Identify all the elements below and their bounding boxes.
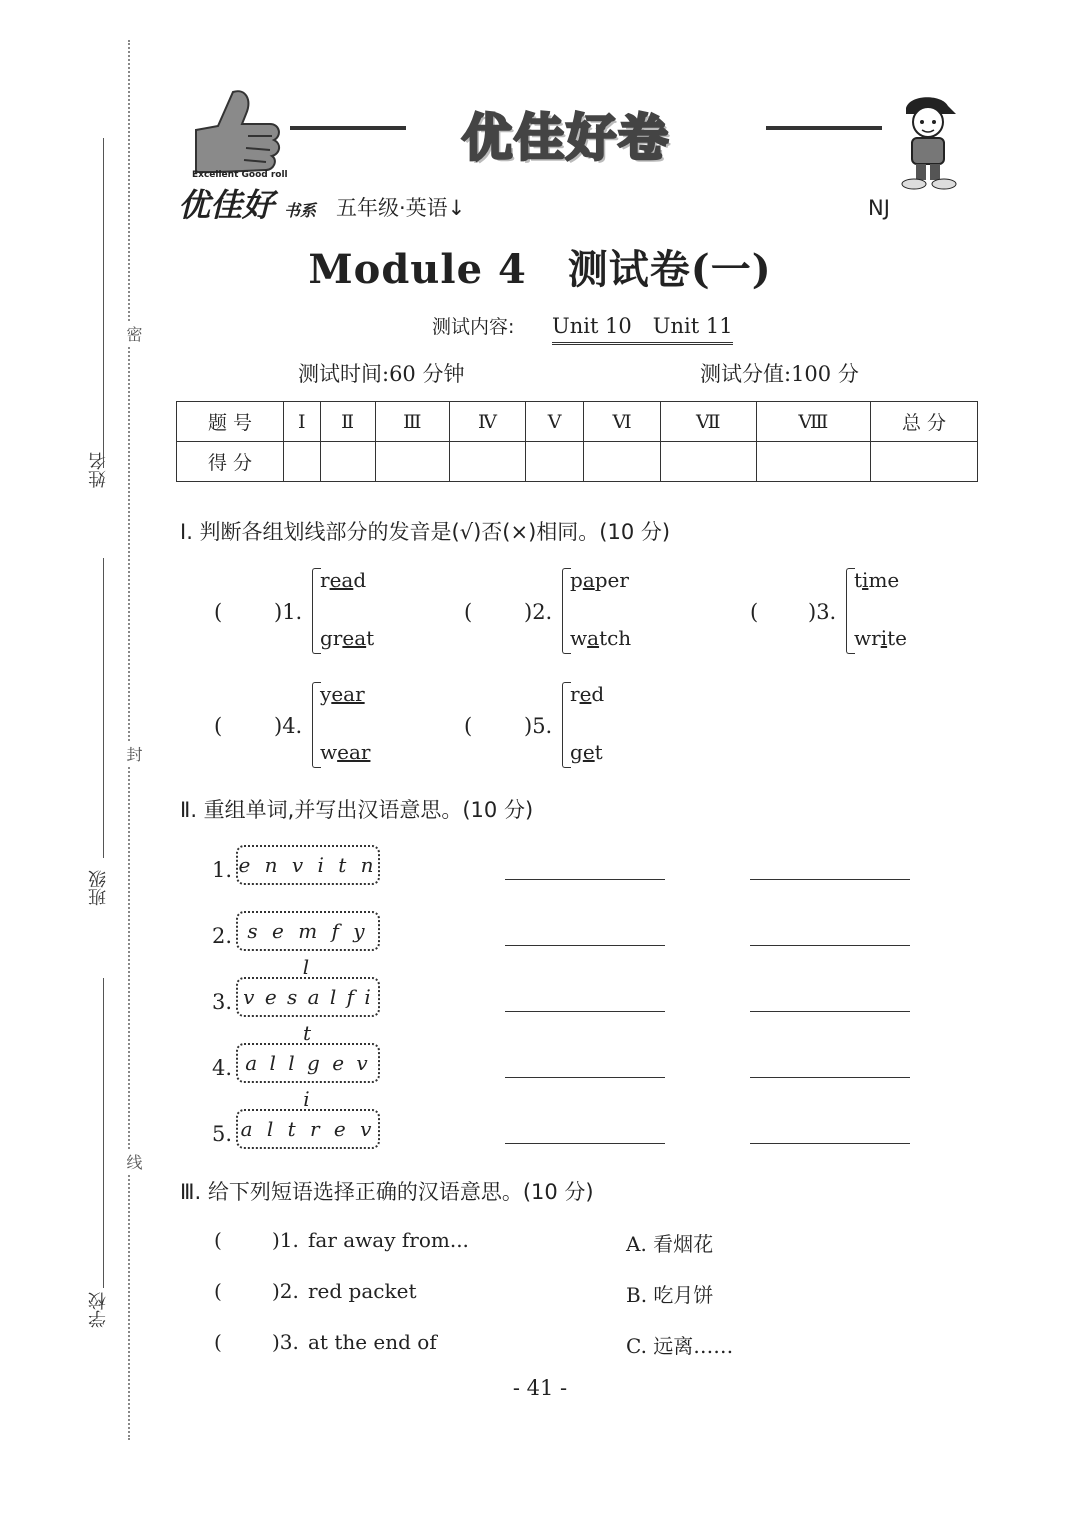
paren-open: (: [464, 714, 473, 738]
score-table-score-row: [177, 442, 978, 482]
option-text: B. 吃月饼: [626, 1283, 714, 1307]
option-text: A. 看烟花: [626, 1232, 714, 1256]
content-label: 测试内容:: [432, 316, 515, 338]
answer-word-line[interactable]: [505, 945, 665, 946]
grade-subject: 五年级·英语↓: [336, 196, 466, 220]
score-cell[interactable]: [284, 442, 321, 482]
paren-open: (: [214, 1330, 222, 1354]
class-label: 班级: [88, 870, 109, 906]
word-bottom: great: [320, 626, 375, 650]
score-value-label: 测试分值:100 分: [700, 362, 859, 386]
header-section-4: Ⅳ: [449, 402, 525, 442]
phrase-text: at the end of: [308, 1330, 437, 1354]
scrambled-letters: a l t r e v: [236, 1109, 380, 1149]
logo-series: 书系: [284, 201, 317, 220]
header-section-6: Ⅵ: [584, 402, 661, 442]
section-2-title: Ⅱ. 重组单词,并写出汉语意思。(10 分): [180, 798, 534, 822]
scrambled-letters: v e s a l f i t: [236, 977, 380, 1017]
word-top: paper: [570, 568, 629, 592]
score-table: [176, 401, 978, 482]
thumbs-up-logo-icon: [188, 86, 288, 178]
item-number: 1.: [212, 858, 233, 882]
score-cell[interactable]: [756, 442, 870, 482]
score-cell[interactable]: [320, 442, 375, 482]
answer-word-line[interactable]: [505, 1143, 665, 1144]
score-cell[interactable]: [584, 442, 661, 482]
answer-meaning-line[interactable]: [750, 879, 910, 880]
section-1-title: Ⅰ. 判断各组划线部分的发音是(√)否(×)相同。(10 分): [180, 520, 671, 544]
word-top: time: [854, 568, 900, 592]
item-number: )2.: [524, 600, 553, 624]
page-title: Module 4 测试卷(一): [308, 246, 772, 293]
name-write-line: [103, 138, 104, 468]
school-label: 学校: [88, 1292, 109, 1328]
logo-tagline: Excellent Good roll: [192, 170, 288, 180]
answer-meaning-line[interactable]: [750, 1077, 910, 1078]
word-bottom: write: [854, 626, 907, 650]
word-top: read: [320, 568, 367, 592]
banner-rule-right: [766, 126, 882, 130]
score-cell[interactable]: [661, 442, 757, 482]
paren-open: (: [214, 600, 223, 624]
answer-word-line[interactable]: [505, 1011, 665, 1012]
item-number: )4.: [274, 714, 303, 738]
answer-meaning-line[interactable]: [750, 1143, 910, 1144]
header-question-no: 题 号: [177, 402, 284, 442]
school-write-line: [103, 978, 104, 1288]
scrambled-letters: e n v i t n: [236, 845, 380, 885]
paren-open: (: [214, 1228, 222, 1252]
paren-open: (: [750, 600, 759, 624]
item-number: 3.: [212, 990, 233, 1014]
class-write-line: [103, 558, 104, 858]
paren-open: (: [214, 714, 223, 738]
item-number: )3.: [808, 600, 837, 624]
mascot-character-icon: [892, 92, 964, 190]
answer-word-line[interactable]: [505, 879, 665, 880]
score-cell-total[interactable]: [871, 442, 978, 482]
section-3-title: Ⅲ. 给下列短语选择正确的汉语意思。(10 分): [180, 1180, 594, 1204]
header-section-3: Ⅲ: [375, 402, 449, 442]
header-total: 总 分: [871, 402, 978, 442]
header-section-8: Ⅷ: [756, 402, 870, 442]
item-number: )5.: [524, 714, 553, 738]
banner-rule-left: [290, 126, 406, 130]
paren-open: (: [214, 1279, 222, 1303]
banner-title: 优佳好卷: [462, 109, 670, 167]
scrambled-letters: a l l g e v i: [236, 1043, 380, 1083]
logo-brand: 优佳好: [178, 186, 275, 224]
item-number: )2.: [272, 1279, 299, 1303]
seal-char-xian: 线: [122, 1150, 145, 1174]
item-number: 2.: [212, 924, 233, 948]
name-label: 姓名: [88, 452, 109, 488]
content-value: Unit 10 Unit 11: [552, 310, 733, 345]
word-top: year: [320, 682, 365, 706]
header-section-2: Ⅱ: [320, 402, 375, 442]
score-table-header-row: [177, 402, 978, 442]
answer-meaning-line[interactable]: [750, 1011, 910, 1012]
edition-code: NJ: [868, 196, 890, 220]
score-cell[interactable]: [449, 442, 525, 482]
paren-open: (: [464, 600, 473, 624]
scrambled-letters: s e m f y l: [236, 911, 380, 951]
score-cell[interactable]: [375, 442, 449, 482]
header-section-7: Ⅶ: [661, 402, 757, 442]
seal-char-feng: 封: [122, 742, 145, 766]
seal-char-mi: 密: [122, 322, 145, 346]
time-label: 测试时间:60 分钟: [298, 362, 465, 386]
header-section-1: Ⅰ: [284, 402, 321, 442]
answer-meaning-line[interactable]: [750, 945, 910, 946]
item-number: 4.: [212, 1056, 233, 1080]
item-number: )1.: [272, 1228, 299, 1252]
row-label-score: 得 分: [177, 442, 284, 482]
word-bottom: wear: [320, 740, 371, 764]
word-bottom: get: [570, 740, 603, 764]
word-bottom: watch: [570, 626, 632, 650]
option-text: C. 远离……: [626, 1334, 734, 1358]
item-number: 5.: [212, 1122, 233, 1146]
answer-word-line[interactable]: [505, 1077, 665, 1078]
page-number: - 41 -: [512, 1376, 568, 1400]
score-cell[interactable]: [526, 442, 584, 482]
phrase-text: far away from...: [308, 1228, 469, 1252]
word-top: red: [570, 682, 605, 706]
item-number: )3.: [272, 1330, 299, 1354]
item-number: )1.: [274, 600, 303, 624]
phrase-text: red packet: [308, 1279, 417, 1303]
header-section-5: Ⅴ: [526, 402, 584, 442]
